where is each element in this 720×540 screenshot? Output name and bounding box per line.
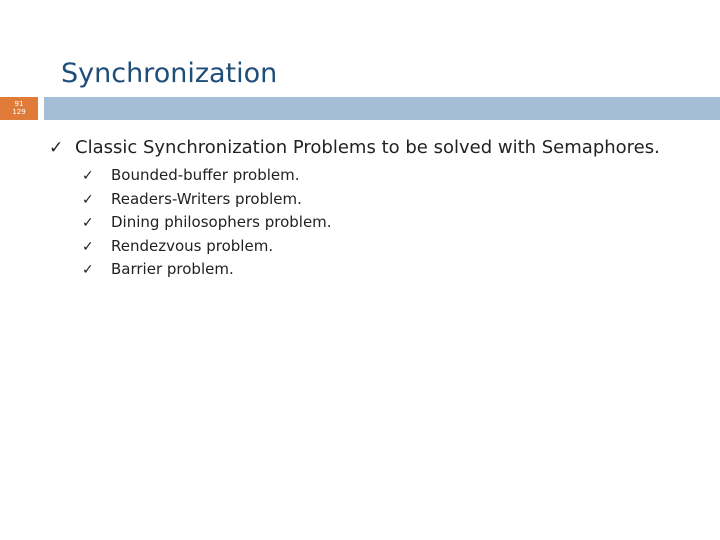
- checkmark-icon: ✓: [82, 168, 94, 184]
- checkmark-icon: ✓: [49, 138, 64, 158]
- checkmark-icon: ✓: [82, 191, 94, 208]
- list-item: [82, 190, 700, 214]
- slide-title: Synchronization: [61, 58, 278, 89]
- slide-number-top: 91: [14, 100, 24, 108]
- slide-content: [49, 137, 700, 284]
- main-bullet: [49, 137, 700, 158]
- sub-bullet-list: [49, 166, 700, 284]
- list-item: [82, 237, 700, 261]
- list-item-text: Dining philosophers problem.: [111, 213, 332, 231]
- list-item-text: Readers-Writers problem.: [111, 189, 302, 208]
- list-item-text: Bounded-buffer problem.: [111, 166, 300, 184]
- list-item-text: Barrier problem.: [111, 260, 234, 278]
- checkmark-icon: ✓: [82, 262, 94, 278]
- list-item: [82, 260, 700, 284]
- list-item: [82, 213, 700, 237]
- checkmark-icon: ✓: [82, 215, 94, 231]
- title-underline-bar: [44, 97, 720, 120]
- main-bullet-text: Classic Synchronization Problems to be solved with Semaphores.: [75, 137, 660, 158]
- slide-number-bottom: 129: [12, 108, 26, 116]
- slide-number-badge: [0, 97, 38, 120]
- list-item: [82, 166, 700, 190]
- list-item-text: Rendezvous problem.: [111, 236, 274, 255]
- checkmark-icon: ✓: [82, 238, 94, 255]
